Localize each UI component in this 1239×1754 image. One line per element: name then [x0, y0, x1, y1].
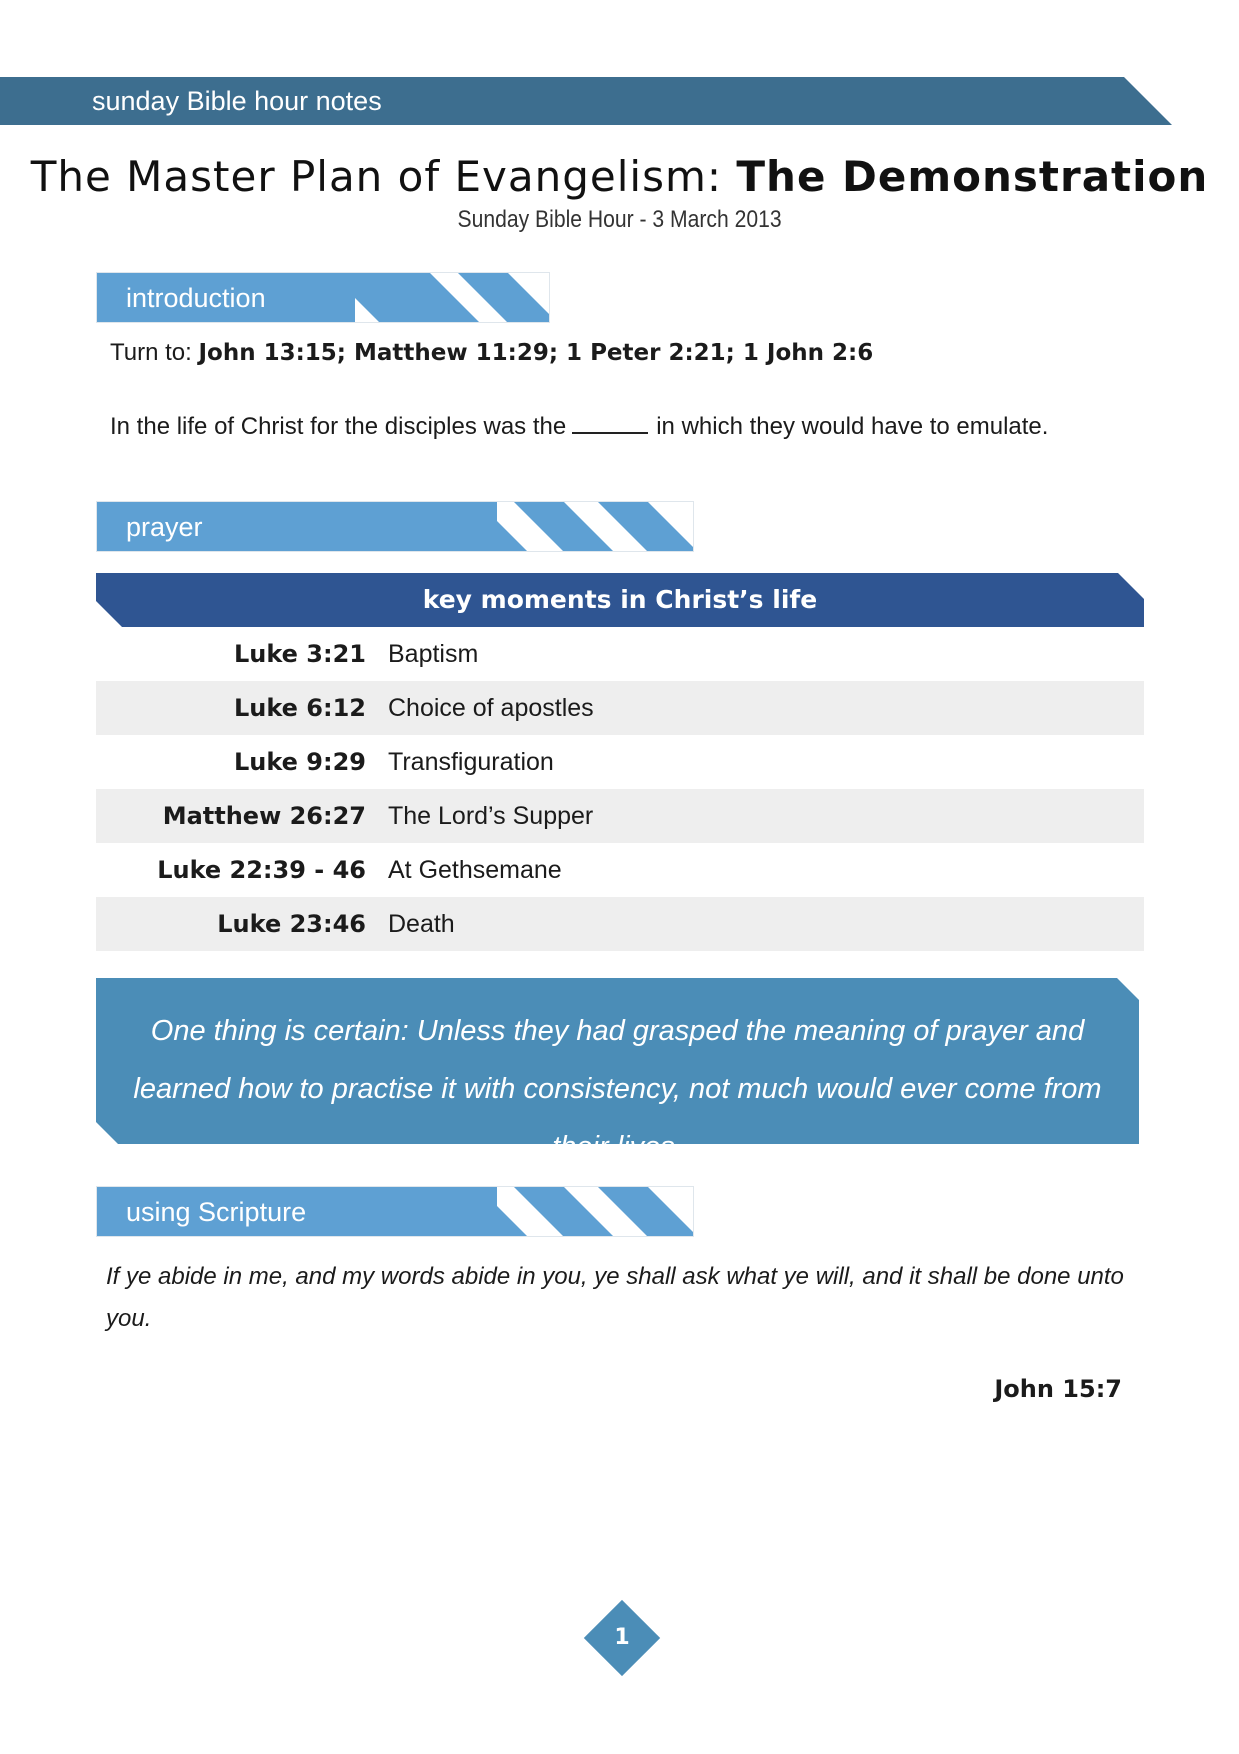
scripture-reference: John 15:7 — [994, 1375, 1122, 1403]
row-reference: Luke 3:21 — [233, 640, 366, 668]
table-row — [96, 897, 1144, 951]
section-label: using Scripture — [126, 1197, 307, 1227]
section-stripe — [598, 502, 694, 551]
fill-in-blank — [572, 412, 648, 434]
section-header-using-scripture — [96, 1186, 694, 1237]
section-stripe — [514, 502, 613, 551]
table-row — [96, 627, 1144, 681]
section-label: prayer — [126, 512, 203, 542]
quote-text: One thing is certain: Unless they had grasped the meaning of prayer and learned how to practise it with consistency, not much would ever come from their lives. — [133, 1015, 1102, 1163]
scripture-verse: If ye abide in me, and my words abide in you, ye shall ask what ye will, and it shall be done unto you. — [106, 1263, 1124, 1332]
row-reference: Luke 9:29 — [233, 748, 366, 776]
section-header-introduction — [96, 272, 550, 323]
section-stripe — [514, 1187, 613, 1236]
turn-to-line — [110, 336, 873, 370]
row-event: Baptism — [388, 640, 479, 668]
table-heading: key moments in Christ’s life — [422, 585, 818, 614]
table-row — [96, 735, 1144, 789]
row-event: Death — [388, 910, 455, 938]
row-event: Choice of apostles — [388, 694, 594, 722]
table-row — [96, 681, 1144, 735]
row-event: Transfiguration — [388, 748, 554, 776]
row-reference: Luke 23:46 — [217, 910, 366, 938]
row-reference: Matthew 26:27 — [162, 802, 366, 830]
table-row — [96, 843, 1144, 897]
fill-in-sentence — [110, 410, 1048, 444]
title-light: The Master Plan of Evangelism: — [30, 152, 723, 201]
row-event: At Gethsemane — [388, 856, 562, 884]
row-reference: Luke 22:39 - 46 — [157, 856, 366, 884]
title-bold: The Demonstration — [736, 152, 1209, 201]
page-number: 1 — [614, 1625, 630, 1650]
section-stripe — [598, 1187, 694, 1236]
turn-to-prefix: Turn to: — [110, 339, 192, 366]
row-reference: Luke 6:12 — [233, 694, 366, 722]
section-label: introduction — [126, 283, 266, 313]
page-subtitle: Sunday Bible Hour - 3 March 2013 — [457, 206, 782, 233]
table-row — [96, 789, 1144, 843]
section-header-prayer — [96, 501, 694, 552]
sentence-after: in which they would have to emulate. — [656, 413, 1049, 440]
turn-to-refs: John 13:15; Matthew 11:29; 1 Peter 2:21; 1 John 2:6 — [198, 340, 874, 366]
page-title — [0, 150, 1239, 204]
banner-text: sunday Bible hour notes — [92, 86, 382, 116]
row-event: The Lord’s Supper — [388, 802, 594, 830]
sentence-before: In the life of Christ for the disciples was the — [110, 413, 567, 440]
